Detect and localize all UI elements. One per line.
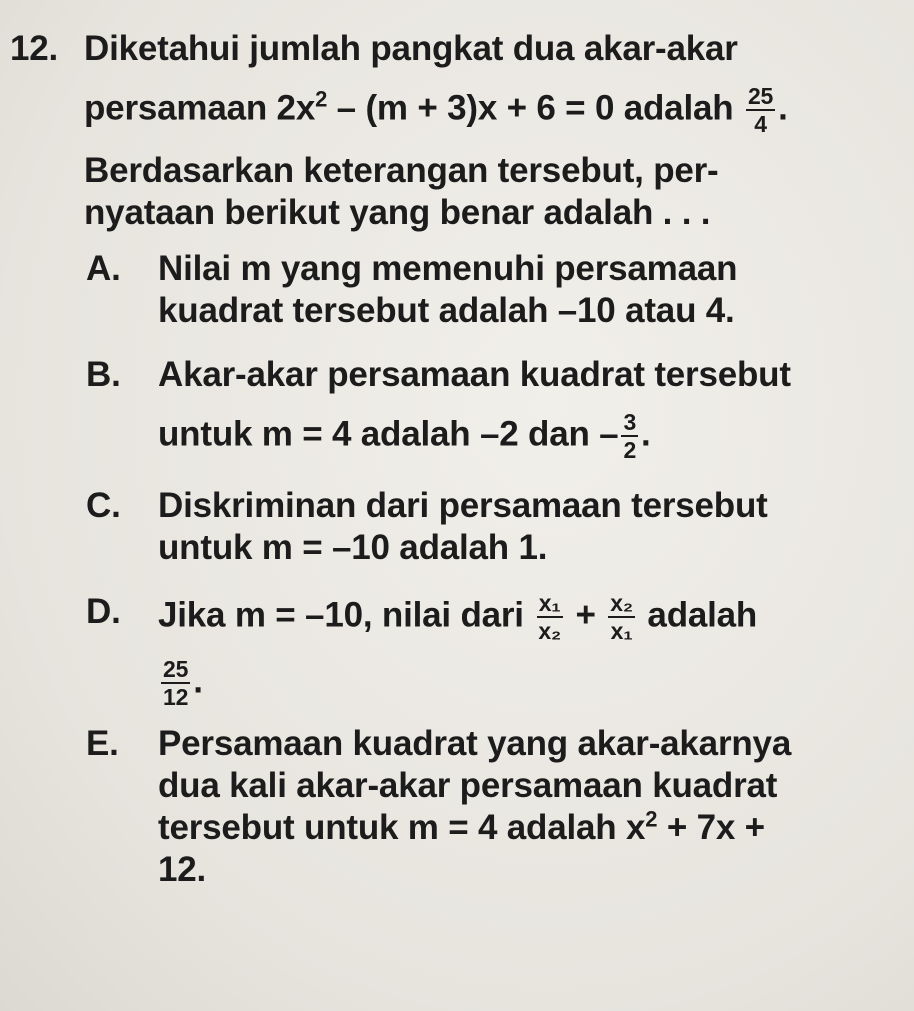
fraction-denominator: 12: [163, 683, 189, 710]
option-e-line-2: dua kali akar-akar persamaan kuadrat: [158, 766, 778, 806]
option-e-line-1: Persamaan kuadrat yang akar-akarnya: [158, 724, 792, 764]
option-c-line-2: untuk m = –10 adalah 1.: [158, 527, 548, 567]
fraction-denominator: 4: [754, 111, 767, 138]
option-a[interactable]: [86, 248, 874, 332]
question-line-1: Diketahui jumlah pangkat dua akar-akar: [84, 29, 738, 68]
equation-start: persamaan 2x: [84, 88, 316, 128]
option-b-line-1: Akar-akar persamaan kuadrat tersebut: [158, 355, 791, 395]
option-a-line-2: kuadrat tersebut adalah –10 atau 4.: [158, 291, 735, 331]
option-d-letter: D.: [86, 591, 121, 631]
fraction-x1-over-x2: [536, 591, 563, 643]
fraction-numerator: x₂: [608, 591, 635, 618]
line-end: .: [778, 88, 788, 128]
option-d[interactable]: [86, 591, 874, 710]
fraction-result: [161, 657, 190, 709]
option-d-line-1-end: adalah: [637, 594, 758, 634]
exponent: 2: [645, 806, 658, 832]
fraction-denominator: x₂: [538, 617, 561, 644]
fraction-denominator: 2: [623, 437, 637, 464]
option-e[interactable]: [86, 723, 874, 891]
exponent: 2: [315, 86, 328, 112]
option-d-line-2: [158, 657, 874, 709]
fraction-numerator: x₁: [537, 591, 563, 618]
option-c-text: [158, 485, 874, 569]
fraction-numerator: 3: [621, 410, 638, 437]
question-line-4: nyataan berikut yang benar adalah . . .: [84, 193, 711, 233]
option-d-text: [158, 591, 874, 710]
fraction-three-halves: [621, 410, 638, 462]
fraction-denominator: x₁: [610, 617, 633, 644]
question-block: [10, 28, 874, 234]
option-b-line-2-text: untuk m = 4 adalah –2 dan –: [158, 414, 619, 454]
option-d-line-1: [158, 591, 874, 643]
option-e-line-3-text: tersebut untuk m = 4 adalah x: [158, 808, 646, 848]
option-c-line-1: Diskriminan dari persamaan tersebut: [158, 485, 768, 525]
option-a-letter: A.: [86, 249, 121, 289]
fraction-numerator: 25: [161, 657, 190, 684]
option-b-line-2: [158, 410, 874, 462]
option-b[interactable]: [86, 354, 874, 462]
line-end: .: [641, 414, 651, 454]
option-a-text: [158, 248, 874, 332]
option-c-letter: C.: [86, 485, 121, 525]
option-c[interactable]: [86, 485, 874, 569]
line-end: .: [193, 661, 203, 701]
option-b-letter: B.: [86, 355, 121, 395]
fraction-numerator: 25: [746, 84, 775, 111]
option-e-text: [158, 723, 874, 891]
fraction-sum-of-squares: [746, 84, 775, 136]
question-text: [84, 28, 874, 234]
option-e-line-3-end: + 7x +: [657, 808, 765, 848]
question-line-3: Berdasarkan keterangan tersebut, per-: [84, 151, 719, 191]
option-e-line-4: 12.: [158, 850, 207, 890]
option-b-text: [158, 354, 874, 462]
question-number: 12.: [10, 29, 59, 68]
option-d-line-1-text: Jika m = –10, nilai dari: [158, 594, 534, 634]
option-e-line-3: [158, 807, 874, 849]
plus-sign: +: [565, 594, 606, 634]
question-line-2: [84, 84, 874, 136]
option-a-line-1: Nilai m yang memenuhi persamaan: [158, 249, 738, 289]
fraction-x2-over-x1: [608, 591, 635, 643]
option-e-letter: E.: [86, 724, 119, 764]
equation-rest: – (m + 3)x + 6 = 0 adalah: [327, 88, 743, 128]
